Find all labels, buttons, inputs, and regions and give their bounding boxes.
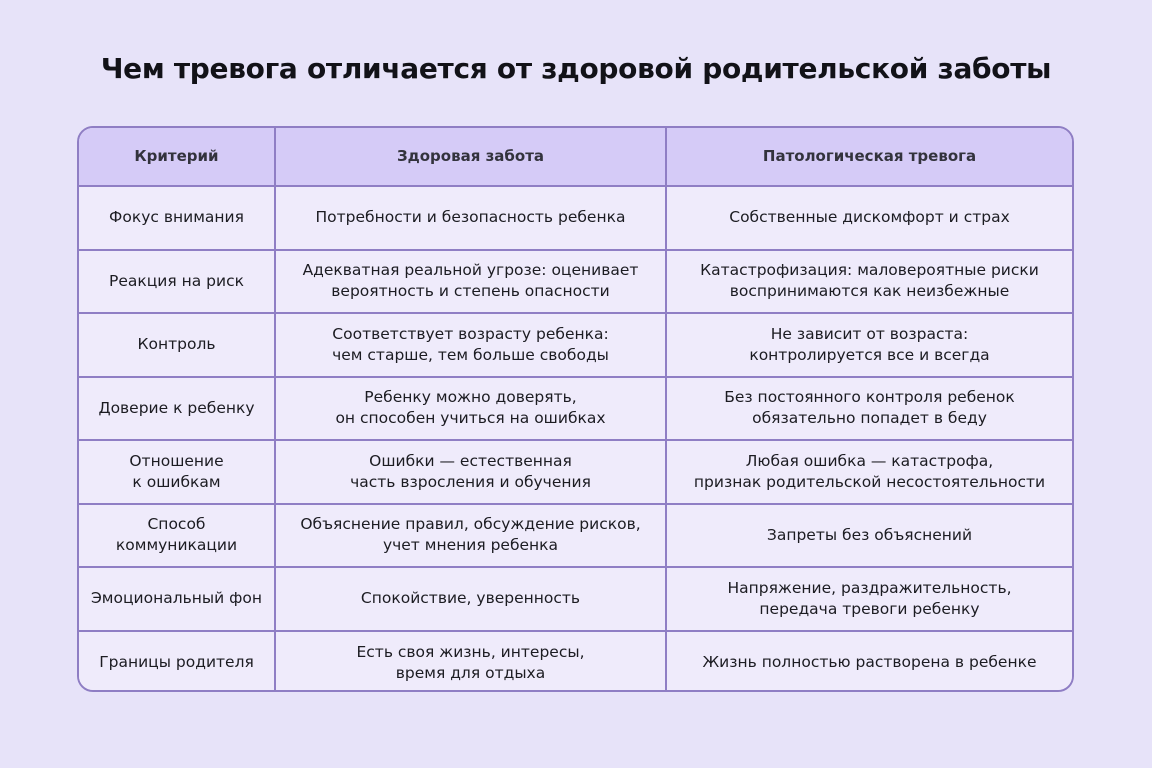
header-healthy-care: Здоровая забота	[275, 128, 666, 186]
comparison-table-grid	[79, 128, 1072, 692]
criterion-cell	[79, 567, 275, 631]
criterion-cell	[79, 504, 275, 568]
healthy-care-text: Есть своя жизнь, интересы, время для отдыха	[356, 642, 585, 682]
anxiety-text: Не зависит от возраста: контролируется все и всегда	[749, 324, 990, 364]
criterion-text: Отношение к ошибкам	[129, 451, 224, 491]
anxiety-text: Катастрофизация: маловероятные риски воспринимаются как неизбежные	[700, 261, 1039, 301]
anxiety-text: Без постоянного контроля ребенок обязательно попадет в беду	[724, 388, 1015, 428]
criterion-text: Эмоциональный фон	[90, 589, 263, 608]
healthy-care-cell	[275, 567, 666, 631]
table-header-row	[79, 128, 1072, 186]
criterion-text: Границы родителя	[99, 653, 254, 672]
criterion-cell	[79, 186, 275, 250]
healthy-care-cell	[275, 313, 666, 377]
page-title: Чем тревога отличается от здоровой родительской заботы	[100, 52, 1052, 85]
anxiety-cell	[666, 504, 1072, 568]
healthy-care-text: Спокойствие, уверенность	[360, 589, 581, 608]
anxiety-text: Любая ошибка — катастрофа, признак родительской несостоятельности	[693, 451, 1046, 491]
healthy-care-cell	[275, 440, 666, 504]
healthy-care-text: Соответствует возрасту ребенка: чем старше, тем больше свободы	[332, 324, 609, 364]
criterion-cell	[79, 440, 275, 504]
healthy-care-cell	[275, 186, 666, 250]
healthy-care-cell	[275, 250, 666, 314]
anxiety-text: Запреты без объяснений	[766, 525, 973, 544]
anxiety-cell	[666, 440, 1072, 504]
table-row	[79, 631, 1072, 693]
table-row	[79, 504, 1072, 568]
table-row	[79, 313, 1072, 377]
table-row	[79, 440, 1072, 504]
anxiety-cell	[666, 631, 1072, 693]
criterion-text: Фокус внимания	[109, 208, 244, 227]
healthy-care-cell	[275, 504, 666, 568]
healthy-care-cell	[275, 377, 666, 441]
criterion-text: Реакция на риск	[109, 271, 244, 290]
table-row	[79, 250, 1072, 314]
anxiety-text: Напряжение, раздражительность, передача тревоги ребенку	[727, 578, 1012, 618]
criterion-text: Контроль	[137, 335, 216, 354]
anxiety-cell	[666, 186, 1072, 250]
criterion-cell	[79, 631, 275, 693]
criterion-text: Доверие к ребенку	[98, 398, 255, 417]
criterion-text: Способ коммуникации	[115, 515, 238, 555]
anxiety-cell	[666, 313, 1072, 377]
healthy-care-text: Ошибки — естественная часть взросления и обучения	[350, 451, 591, 491]
table-row	[79, 377, 1072, 441]
healthy-care-cell	[275, 631, 666, 693]
anxiety-text: Жизнь полностью растворена в ребенке	[702, 653, 1037, 672]
table-row	[79, 567, 1072, 631]
criterion-cell	[79, 377, 275, 441]
header-pathological-anxiety: Патологическая тревога	[666, 128, 1072, 186]
anxiety-cell	[666, 377, 1072, 441]
healthy-care-text: Ребенку можно доверять, он способен учиться на ошибках	[335, 388, 606, 428]
anxiety-cell	[666, 250, 1072, 314]
healthy-care-text: Объяснение правил, обсуждение рисков, учет мнения ребенка	[300, 515, 641, 555]
healthy-care-text: Потребности и безопасность ребенка	[315, 208, 626, 227]
healthy-care-text: Адекватная реальной угрозе: оценивает вероятность и степень опасности	[302, 261, 639, 301]
criterion-cell	[79, 250, 275, 314]
anxiety-text: Собственные дискомфорт и страх	[729, 208, 1010, 227]
comparison-table	[77, 126, 1074, 692]
header-criterion: Критерий	[79, 128, 275, 186]
anxiety-cell	[666, 567, 1072, 631]
table-row	[79, 186, 1072, 250]
criterion-cell	[79, 313, 275, 377]
